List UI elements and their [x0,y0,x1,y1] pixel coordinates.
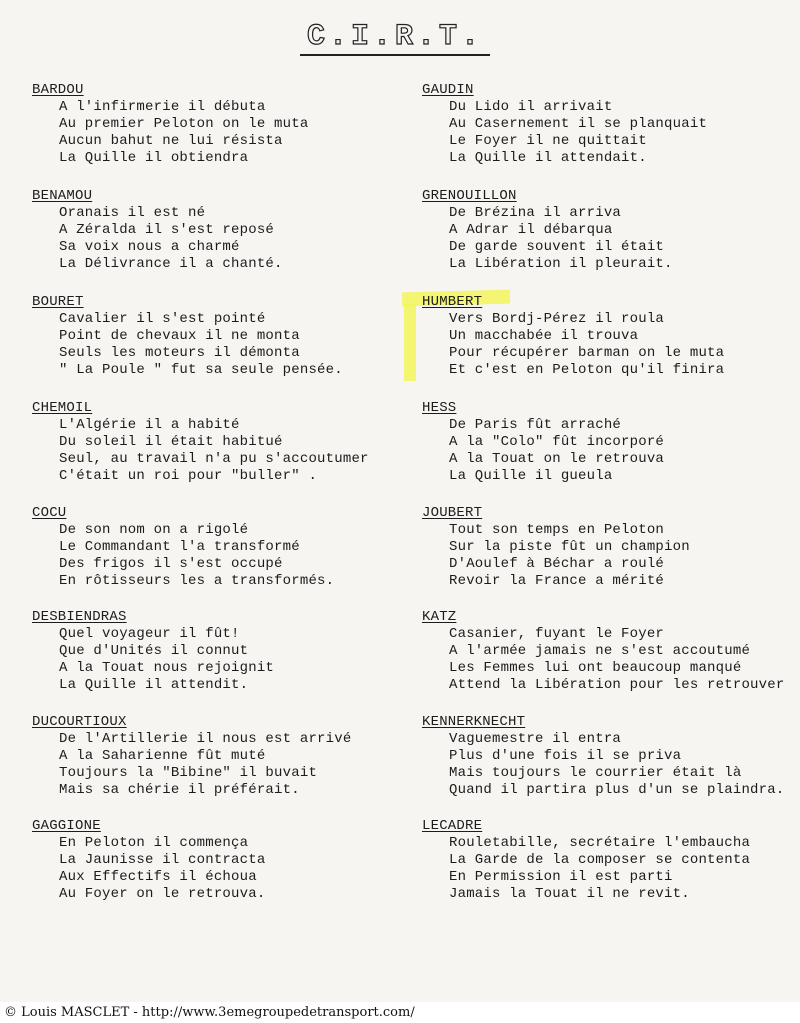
verse-line: Pour récupérer barman on le muta [449,345,725,361]
stanza-name: COCU [32,505,67,521]
verse-line: A la Saharienne fût muté [59,748,266,764]
verse-line: Sur la piste fût un champion [449,539,690,555]
verse-line: Et c'est en Peloton qu'il finira [449,362,725,378]
verse-line: Tout son temps en Peloton [449,522,665,538]
verse-line: La Quille il attendit. [59,677,249,693]
verse-line: En Permission il est parti [449,869,673,885]
verse-line: En rôtisseurs les a transformés. [59,573,335,589]
verse-line: Vaguemestre il entra [449,731,622,747]
verse-line: Les Femmes lui ont beaucoup manqué [449,660,742,676]
stanza-name: KATZ [422,609,457,625]
verse-line: C'était un roi pour "buller" . [59,468,318,484]
stanza-name: GAUDIN [422,82,474,98]
stanza-name: HUMBERT [422,294,483,310]
stanza-name: BARDOU [32,82,84,98]
verse-line: Cavalier il s'est pointé [59,311,266,327]
copyright-footer: © Louis MASCLET - http://www.3emegroupedetransport.com/ [0,1002,800,1023]
verse-line: De Paris fût arraché [449,417,622,433]
verse-line: Revoir la France a mérité [449,573,665,589]
stanza-gaudin [422,82,800,167]
stanza-kennerknecht [422,714,800,799]
verse-line: Casanier, fuyant le Foyer [449,626,665,642]
verse-line: A l'armée jamais ne s'est accoutumé [449,643,751,659]
verse-line: Aucun bahut ne lui résista [59,133,283,149]
verse-line: Mais toujours le courrier était là [449,765,742,781]
verse-line: De garde souvent il était [449,239,665,255]
stanza-joubert [422,505,800,590]
verse-line: Jamais la Touat il ne revit. [449,886,690,902]
verse-line: Du Lido il arrivait [449,99,613,115]
verse-line: Seuls les moteurs il démonta [59,345,300,361]
stanza-humbert [422,294,800,379]
verse-line: A Adrar il débarqua [449,222,613,238]
stanza-name: CHEMOIL [32,400,93,416]
stanza-lecadre [422,818,800,903]
verse-line: La Quille il obtiendra [59,150,249,166]
stanza-name: HESS [422,400,457,416]
stanza-cocu [32,505,422,590]
verse-line: Seul, au travail n'a pu s'accoutumer [59,451,369,467]
verse-line: Vers Bordj-Pérez il roula [449,311,665,327]
verse-line: Au premier Peloton on le muta [59,116,309,132]
verse-line: De l'Artillerie il nous est arrivé [59,731,352,747]
verse-line: Le Commandant l'a transformé [59,539,300,555]
verse-line: A la "Colo" fût incorporé [449,434,665,450]
stanza-gaggione [32,818,422,903]
verse-line: En Peloton il commença [59,835,249,851]
verse-line: A Zéralda il s'est reposé [59,222,275,238]
stanza-name: DESBIENDRAS [32,609,127,625]
verse-line: Quand il partira plus d'un se plaindra. [449,782,785,798]
verse-line: Un macchabée il trouva [449,328,639,344]
document-title: C.I.R.T. [300,22,490,56]
stanza-desbiendras [32,609,422,694]
verse-line: L'Algérie il a habité [59,417,240,433]
stanza-name: KENNERKNECHT [422,714,526,730]
verse-line: Que d'Unités il connut [59,643,249,659]
verse-line: Rouletabille, secrétaire l'embaucha [449,835,751,851]
stanza-chemoil [32,400,422,485]
verse-line: Quel voyageur il fût! [59,626,240,642]
verse-line: Plus d'une fois il se priva [449,748,682,764]
stanza-name: GRENOUILLON [422,188,517,204]
verse-line: Mais sa chérie il préférait. [59,782,300,798]
verse-line: De son nom on a rigolé [59,522,249,538]
stanza-benamou [32,188,422,273]
stanza-name: JOUBERT [422,505,483,521]
verse-line: Au Casernement il se planquait [449,116,708,132]
verse-line: Sa voix nous a charmé [59,239,240,255]
verse-line: La Quille il attendait. [449,150,647,166]
stanza-name: BENAMOU [32,188,93,204]
verse-line: Des frigos il s'est occupé [59,556,283,572]
stanza-name: LECADRE [422,818,483,834]
verse-line: La Quille il gueula [449,468,613,484]
verse-line: Oranais il est né [59,205,206,221]
stanza-bardou [32,82,422,167]
stanza-grenouillon [422,188,800,273]
verse-line: A la Touat on le retrouva [449,451,665,467]
verse-line: La Libération il pleurait. [449,256,673,272]
stanza-bouret [32,294,422,379]
verse-line: Aux Effectifs il échoua [59,869,257,885]
stanza-name: DUCOURTIOUX [32,714,127,730]
verse-line: La Jaunisse il contracta [59,852,266,868]
verse-line: Point de chevaux il ne monta [59,328,300,344]
verse-line: La Délivrance il a chanté. [59,256,283,272]
verse-line: A l'infirmerie il débuta [59,99,266,115]
stanza-name: BOURET [32,294,84,310]
verse-line: Au Foyer on le retrouva. [59,886,266,902]
stanza-name: GAGGIONE [32,818,101,834]
verse-line: D'Aoulef à Béchar a roulé [449,556,665,572]
verse-line: La Garde de la composer se contenta [449,852,751,868]
verse-line: A la Touat nous rejoignit [59,660,275,676]
verse-line: Du soleil il était habitué [59,434,283,450]
verse-line: Toujours la "Bibine" il buvait [59,765,318,781]
verse-line: Attend la Libération pour les retrouver [449,677,785,693]
stanza-katz [422,609,800,694]
verse-line: De Brézina il arriva [449,205,622,221]
verse-line: " La Poule " fut sa seule pensée. [59,362,343,378]
stanza-hess [422,400,800,485]
verse-line: Le Foyer il ne quittait [449,133,647,149]
stanza-ducourtioux [32,714,422,799]
